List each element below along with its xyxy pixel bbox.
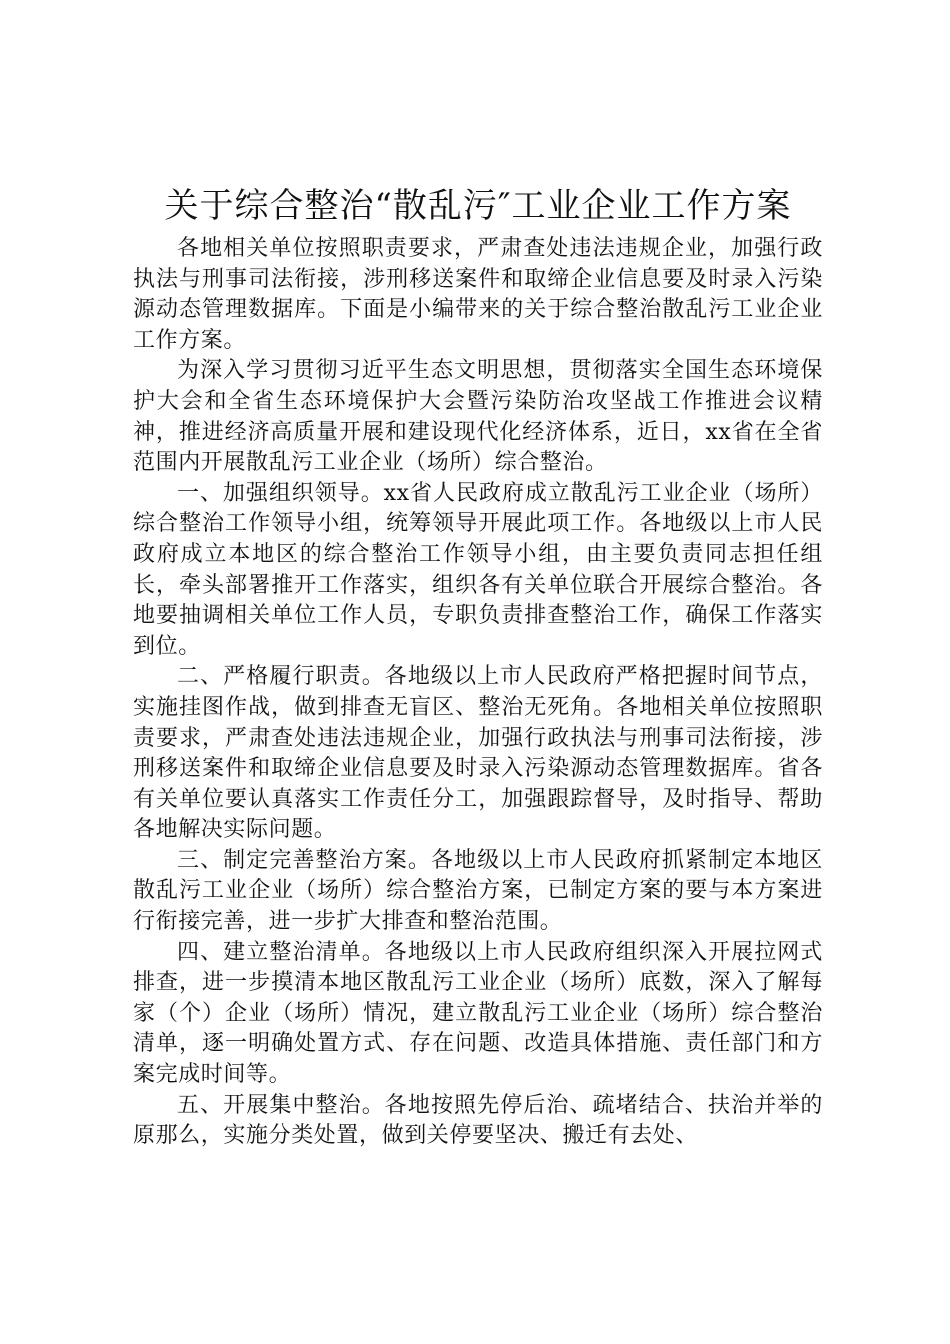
paragraph-section-1: 一、加强组织领导。xx省人民政府成立散乱污工业企业（场所）综合整治工作领导小组，统筹领导开展此项工作。各地级以上市人民政府成立本地区的综合整治工作领导小组，由主要负责同志担任组长，牵头部署推开工作落实，组织各有关单位联合开展综合整治。各地要抽调相关单位工作人员，专职负责排查整治工作，确保工作落实到位。 xyxy=(133,480,823,659)
document-title: 关于综合整治“散乱污″工业企业工作方案 xyxy=(164,186,792,226)
paragraph-section-2: 二、严格履行职责。各地级以上市人民政府严格把握时间节点，实施挂图作战，做到排查无盲区、整治无死角。各地相关单位按照职责要求，严肃查处违法违规企业，加强行政执法与刑事司法衔接，涉刑移送案件和取缔企业信息要及时录入污染源动态管理数据库。省各有关单位要认真落实工作责任分工，加强跟踪督导，及时指导、帮助各地解决实际问题。 xyxy=(133,664,823,843)
paragraph-background: 为深入学习贯彻习近平生态文明思想，贯彻落实全国生态环境保护大会和全省生态环境保护大会暨污染防治攻坚战工作推进会议精神，推进经济高质量开展和建设现代化经济体系，近日，xx省在全省范围内开展散乱污工业企业（场所）综合整治。 xyxy=(133,358,823,476)
paragraph-section-4: 四、建立整治清单。各地级以上市人民政府组织深入开展拉网式排查，进一步摸清本地区散乱污工业企业（场所）底数，深入了解每家（个）企业（场所）情况，建立散乱污工业企业（场所）综合整治清单，逐一明确处置方式、存在问题、改造具体措施、责任部门和方案完成时间等。 xyxy=(133,939,823,1088)
document-body xyxy=(133,234,823,1152)
paragraph-intro: 各地相关单位按照职责要求，严肃查处违法违规企业，加强行政执法与刑事司法衔接，涉刑移送案件和取缔企业信息要及时录入污染源动态管理数据库。下面是小编带来的关于综合整治散乱污工业企业工作方案。 xyxy=(133,236,823,353)
paragraph-section-5: 五、开展集中整治。各地按照先停后治、疏堵结合、扶治并举的原那么，实施分类处置，做到关停要坚决、搬迁有去处、 xyxy=(133,1092,823,1149)
document-page xyxy=(133,182,823,1152)
paragraph-section-3: 三、制定完善整治方案。各地级以上市人民政府抓紧制定本地区散乱污工业企业（场所）综合整治方案，已制定方案的要与本方案进行衔接完善，进一步扩大排查和整治范围。 xyxy=(133,847,823,935)
